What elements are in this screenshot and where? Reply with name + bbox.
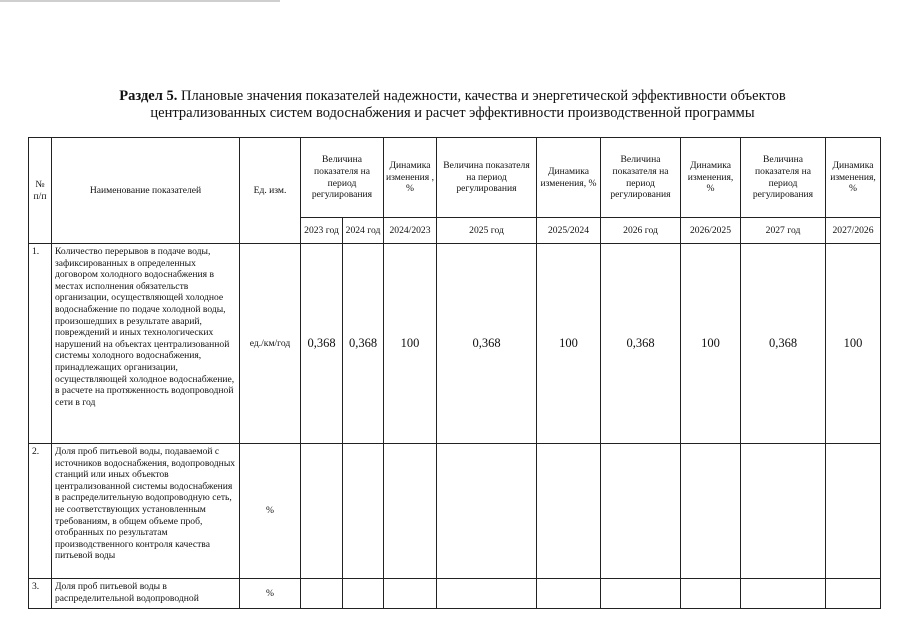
row-name: Количество перерывов в подаче воды, зафиксированных в определенных договором холодного водоснабжения в местах исполнения обязательств организации, осуществляющей холодное водоснабжение по подаче холодной воды, произошедших в результате аварий, повреждений и иных технологических нарушений на объектах централизованной системы холодного водоснабжения, принадлежащих организации, осуществляющей холодное водоснабжение, в расчете на протяженность водопроводной сети в год xyxy=(52,244,240,444)
row-unit: ед./км/год xyxy=(240,244,301,444)
value-2023: 0,368 xyxy=(301,244,343,444)
title-line-1 xyxy=(0,88,905,105)
header-row-1 xyxy=(29,138,881,218)
header-num: № п/п xyxy=(29,138,52,244)
title-line-2: централизованных систем водоснабжения и расчет эффективности производственной программы xyxy=(150,105,755,121)
header-dynamics-4: Динамика изменения, % xyxy=(826,138,881,218)
row-unit: % xyxy=(240,444,301,579)
dynamics-2025-2024 xyxy=(537,444,601,579)
dynamics-2024-2023 xyxy=(384,579,437,609)
dynamics-2024-2023: 100 xyxy=(384,244,437,444)
header-year-2023: 2023 год xyxy=(301,218,343,244)
header-year-2026: 2026 год xyxy=(601,218,681,244)
value-2023 xyxy=(301,444,343,579)
value-2026 xyxy=(601,579,681,609)
header-d-2024-2023: 2024/2023 xyxy=(384,218,437,244)
row-num: 2. xyxy=(29,444,52,579)
value-2027 xyxy=(741,579,826,609)
indicators-table xyxy=(28,137,881,609)
header-value-period-2027: Величина показателя на период регулирования xyxy=(741,138,826,218)
value-2025: 0,368 xyxy=(437,244,537,444)
value-2024: 0,368 xyxy=(343,244,384,444)
dynamics-2027-2026: 100 xyxy=(826,244,881,444)
top-rule xyxy=(0,0,280,2)
dynamics-2026-2025: 100 xyxy=(681,244,741,444)
dynamics-2027-2026 xyxy=(826,579,881,609)
header-d-2025-2024: 2025/2024 xyxy=(537,218,601,244)
header-year-2024: 2024 год xyxy=(343,218,384,244)
header-unit: Ед. изм. xyxy=(240,138,301,244)
dynamics-2027-2026 xyxy=(826,444,881,579)
value-2026: 0,368 xyxy=(601,244,681,444)
table-row xyxy=(29,444,881,579)
header-dynamics-2: Динамика изменения, % xyxy=(537,138,601,218)
value-2026 xyxy=(601,444,681,579)
dynamics-2026-2025 xyxy=(681,444,741,579)
title-section-label: Раздел 5. xyxy=(119,88,178,104)
dynamics-2025-2024: 100 xyxy=(537,244,601,444)
value-2025 xyxy=(437,444,537,579)
table-row xyxy=(29,244,881,444)
value-2027 xyxy=(741,444,826,579)
row-name: Доля проб питьевой воды, подаваемой с источников водоснабжения, водопроводных станций или иных объектов централизованной системы водоснабжения в распределительную водопроводную сеть, не соответствующих установленным требованиям, в общем объеме проб, отобранных по результатам производственного контроля качества питьевой воды xyxy=(52,444,240,579)
header-dynamics-3: Динамика изменения, % xyxy=(681,138,741,218)
value-2027: 0,368 xyxy=(741,244,826,444)
header-value-period-2023-2024: Величина показателя на период регулирования xyxy=(301,138,384,218)
row-name: Доля проб питьевой воды в распределительной водопроводной xyxy=(52,579,240,609)
section-title xyxy=(0,88,905,122)
row-num: 1. xyxy=(29,244,52,444)
header-year-2027: 2027 год xyxy=(741,218,826,244)
header-year-2025: 2025 год xyxy=(437,218,537,244)
table-row xyxy=(29,579,881,609)
header-dynamics-1: Динамика изменения , % xyxy=(384,138,437,218)
header-value-period-2026: Величина показателя на период регулирования xyxy=(601,138,681,218)
header-name: Наименование показателей xyxy=(52,138,240,244)
header-d-2026-2025: 2026/2025 xyxy=(681,218,741,244)
value-2024 xyxy=(343,579,384,609)
dynamics-2024-2023 xyxy=(384,444,437,579)
value-2023 xyxy=(301,579,343,609)
row-num: 3. xyxy=(29,579,52,609)
title-line-1-text: Плановые значения показателей надежности, качества и энергетической эффективности объектов xyxy=(177,88,786,104)
row-unit: % xyxy=(240,579,301,609)
value-2024 xyxy=(343,444,384,579)
value-2025 xyxy=(437,579,537,609)
dynamics-2026-2025 xyxy=(681,579,741,609)
header-value-period-2025: Величина показателя на период регулирования xyxy=(437,138,537,218)
dynamics-2025-2024 xyxy=(537,579,601,609)
header-d-2027-2026: 2027/2026 xyxy=(826,218,881,244)
